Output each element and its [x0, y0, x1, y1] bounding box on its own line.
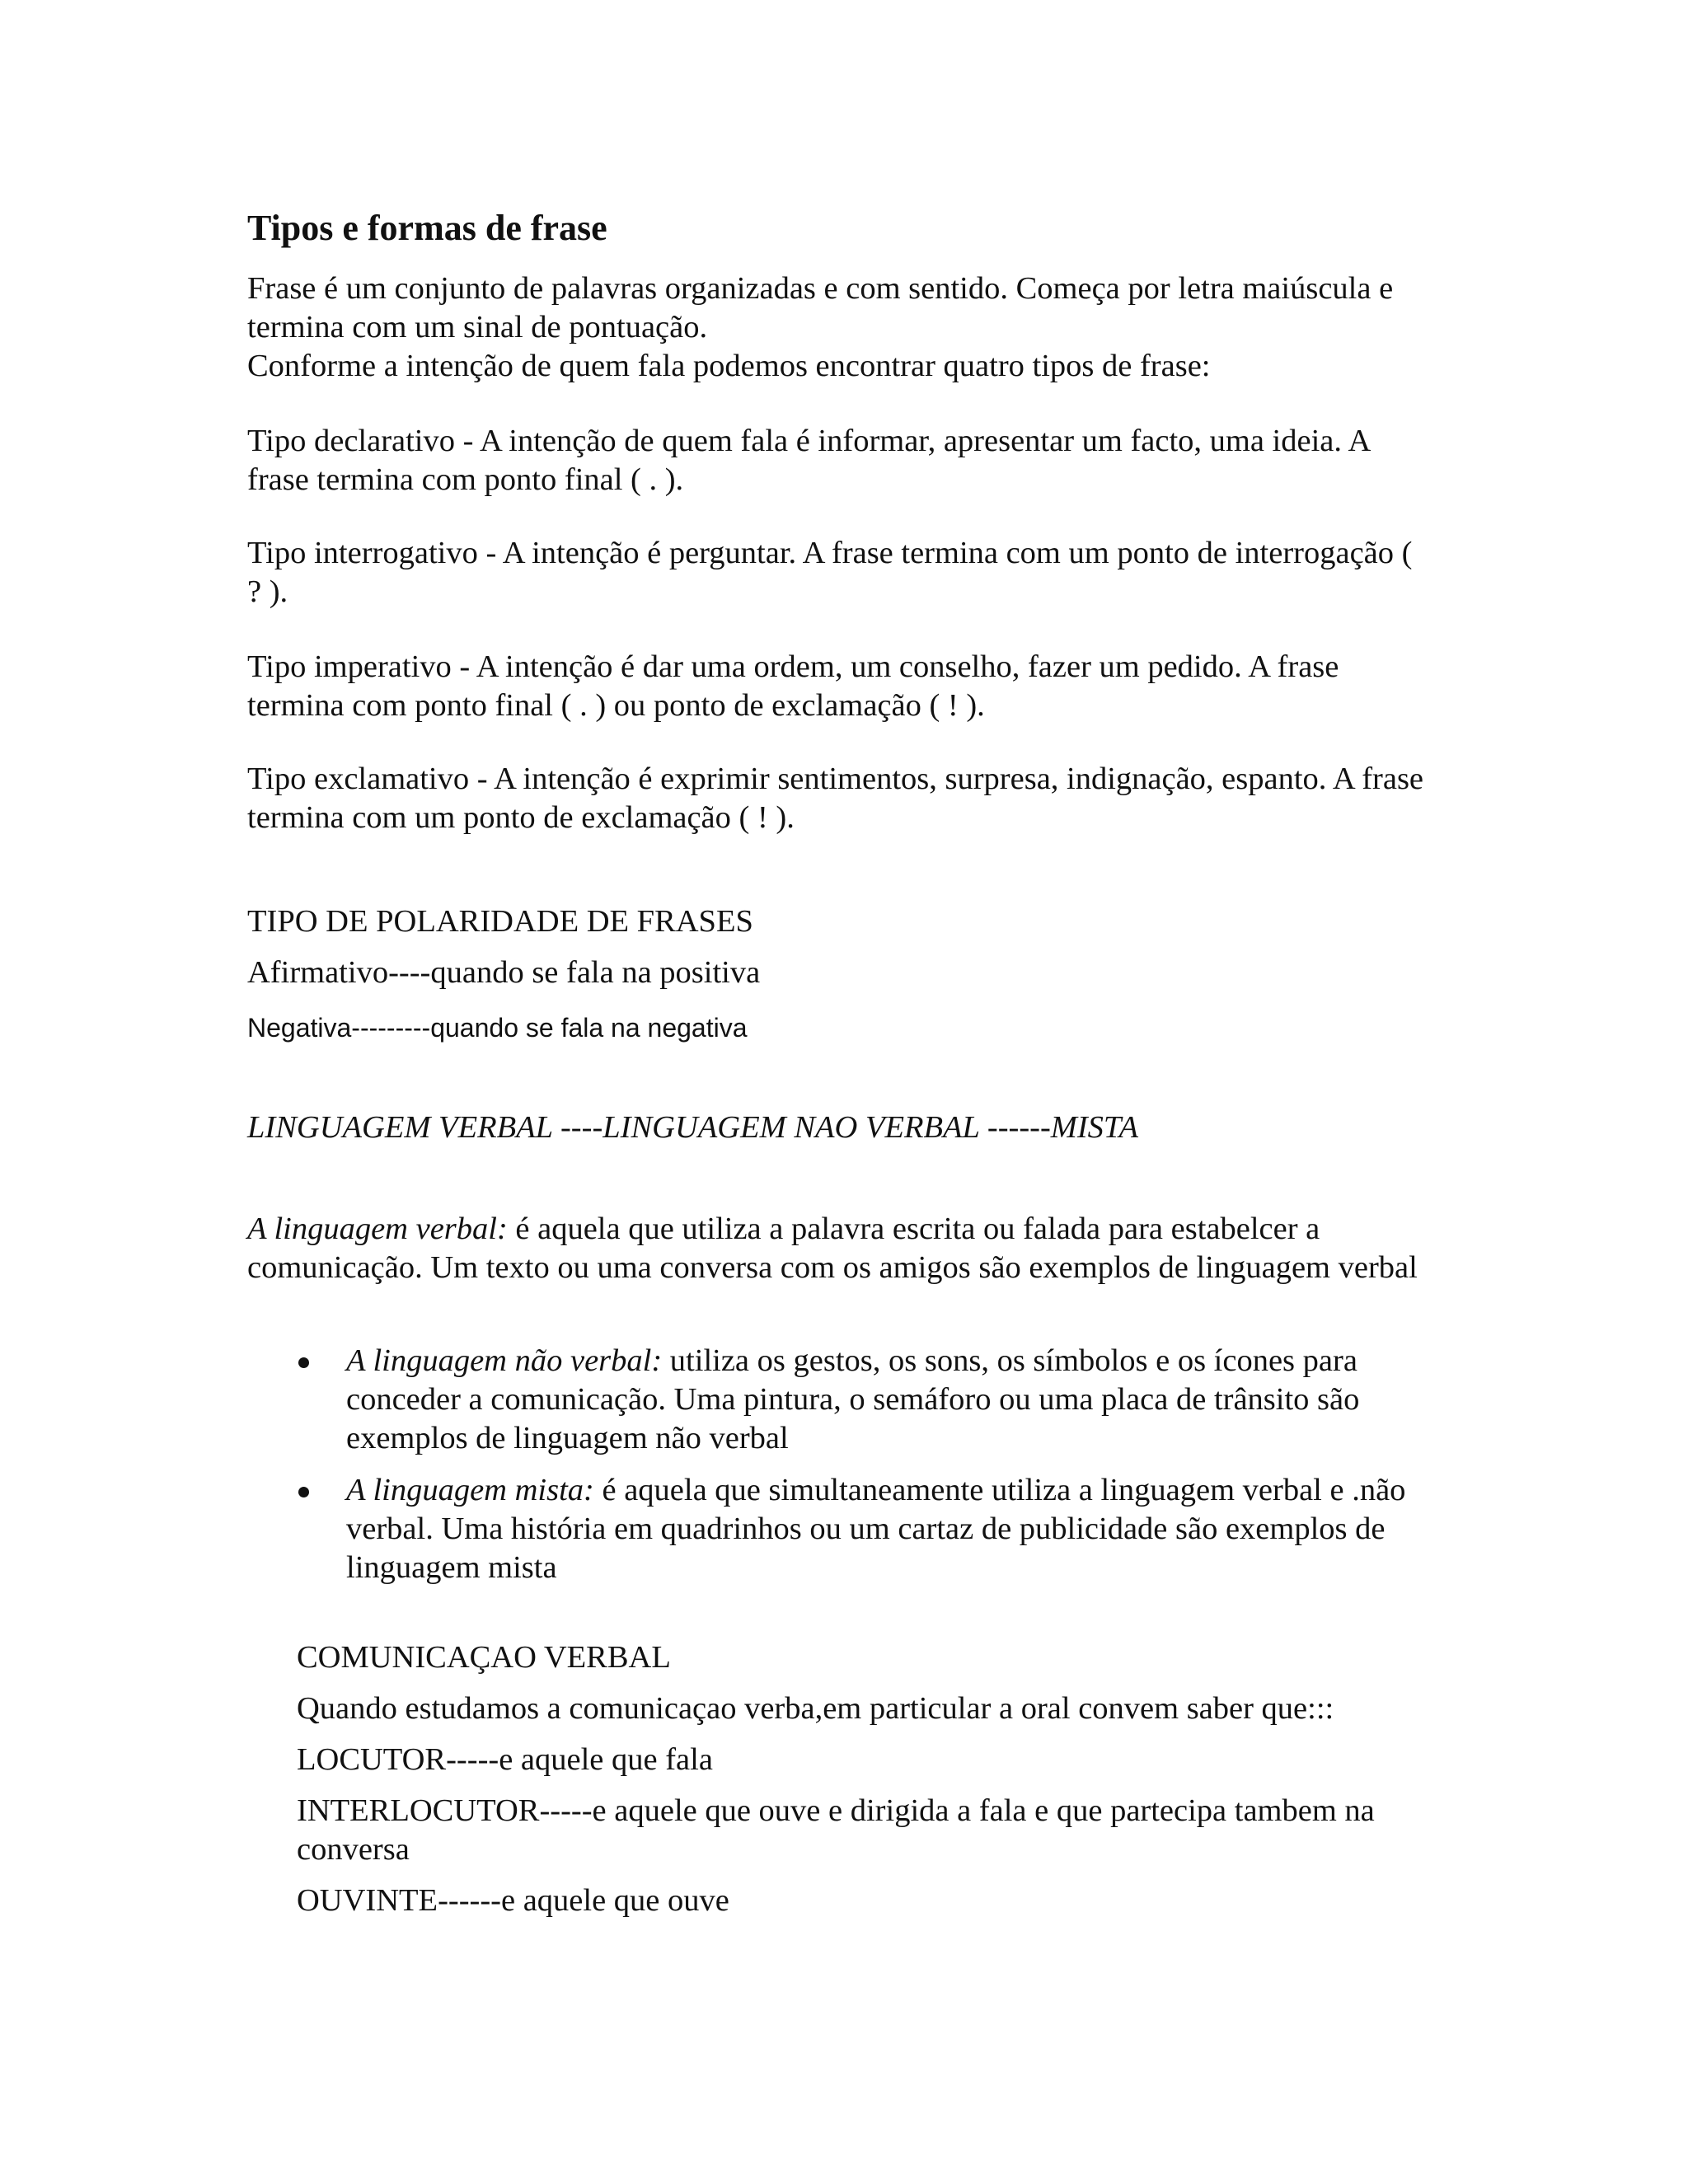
verbal-language-text: é aquela que utiliza a palavra escrita ou falada para estabelcer a comunicação. Um texto ou uma conversa com os amigos são exemplos de linguagem verbal — [247, 1212, 1418, 1285]
bullet-icon — [298, 1487, 309, 1497]
intro-tipos-paragraph: Conforme a intenção de quem fala podemos encontrar quatro tipos de frase: — [247, 349, 1211, 383]
verbal-language-term: A linguagem verbal: — [247, 1212, 508, 1246]
locutor-definition: LOCUTOR-----e aquele que fala — [297, 1742, 713, 1777]
bullet-icon — [298, 1357, 309, 1368]
intro-paragraph: Frase é um conjunto de palavras organizadas e com sentido. Começa por letra maiúscula e termina com um sinal de pontuação. — [247, 271, 1394, 344]
polarity-affirmative: Afirmativo----quando se fala na positiva — [247, 955, 761, 990]
ouvinte-definition: OUVINTE------e aquele que ouve — [297, 1883, 729, 1918]
communication-intro: Quando estudamos a comunicaçao verba,em particular a oral convem saber que::: — [297, 1691, 1334, 1726]
communication-heading: COMUNICAÇAO VERBAL — [297, 1640, 671, 1675]
list-item — [247, 1471, 1434, 1587]
type-imperativo: Tipo imperativo - A intenção é dar uma ordem, um conselho, fazer um pedido. A frase termina com ponto final ( . ) ou ponto de exclamação ( ! ). — [247, 649, 1339, 723]
interlocutor-definition: INTERLOCUTOR-----e aquele que ouve e dirigida a fala e que partecipa tambem na conversa — [297, 1793, 1375, 1867]
nonverbal-language-text: utiliza os gestos, os sons, os símbolos e os ícones para conceder a comunicação. Uma pintura, o semáforo ou uma placa de trânsito são exemplos de linguagem não verbal — [346, 1343, 1360, 1455]
verbal-language-paragraph — [247, 1210, 1434, 1287]
mixed-language-text: é aquela que simultaneamente utiliza a linguagem verbal e .não verbal. Uma história em quadrinhos ou um cartaz de publicidade são exemplos de linguagem mista — [346, 1473, 1406, 1585]
type-interrogativo: Tipo interrogativo - A intenção é perguntar. A frase termina com um ponto de interrogação ( ? ). — [247, 536, 1413, 609]
page-title: Tipos e formas de frase — [247, 208, 607, 248]
language-heading: LINGUAGEM VERBAL ----LINGUAGEM NAO VERBAL ------MISTA — [247, 1110, 1139, 1145]
list-item — [247, 1342, 1434, 1458]
type-declarativo: Tipo declarativo - A intenção de quem fala é informar, apresentar um facto, uma ideia. A frase termina com ponto final ( . ). — [247, 424, 1370, 497]
mixed-language-term: A linguagem mista: — [346, 1473, 594, 1507]
polarity-heading: TIPO DE POLARIDADE DE FRASES — [247, 904, 753, 939]
type-exclamativo: Tipo exclamativo - A intenção é exprimir sentimentos, surpresa, indignação, espanto. A frase termina com um ponto de exclamação ( ! ). — [247, 762, 1424, 835]
nonverbal-language-term: A linguagem não verbal: — [346, 1343, 663, 1378]
polarity-negative: Negativa---------quando se fala na negativa — [247, 1013, 748, 1043]
language-bullet-list — [247, 1342, 1434, 1587]
